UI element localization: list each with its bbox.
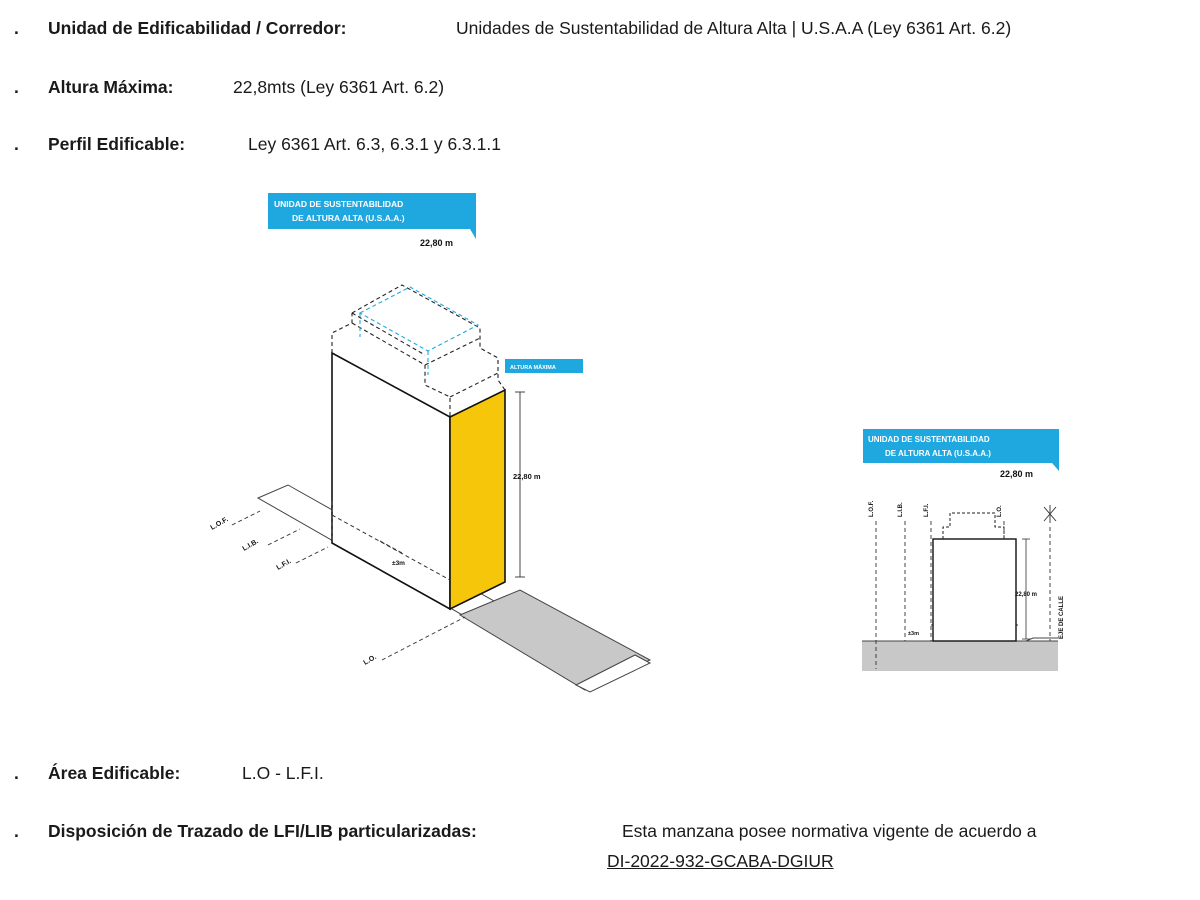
line-label-lfi: L.F.I. bbox=[275, 557, 293, 572]
item-label: Perfil Edificable: bbox=[48, 134, 186, 154]
item-label: Área Edificable: bbox=[48, 763, 181, 783]
ground-section bbox=[862, 641, 1058, 671]
section-label-lo: L.O. bbox=[997, 505, 1003, 517]
small-dimension-label: ±3m bbox=[392, 560, 405, 567]
item-label: Altura Máxima: bbox=[48, 77, 174, 97]
item-value: L.O - L.F.I. bbox=[242, 763, 324, 783]
normativa-link[interactable]: DI-2022-932-GCABA-DGIUR bbox=[607, 851, 834, 871]
street-axis-mark bbox=[1044, 505, 1056, 523]
item-value: 22,8mts (Ley 6361 Art. 6.2) bbox=[233, 77, 445, 97]
usaa-tag bbox=[268, 193, 476, 248]
usaa-tag-section-line2: DE ALTURA ALTA (U.S.A.A.) bbox=[885, 449, 991, 458]
bullet: . bbox=[14, 821, 19, 841]
usaa-tag-section-height: 22,80 m bbox=[1000, 469, 1034, 479]
item-label: Unidad de Edificabilidad / Corredor: bbox=[48, 18, 347, 38]
item-value: Unidades de Sustentabilidad de Altura Alta | U.S.A.A (Ley 6361 Art. 6.2) bbox=[456, 18, 1012, 38]
usaa-tag-section bbox=[863, 429, 1059, 479]
height-dimension-section-label: 22,80 m bbox=[1015, 592, 1038, 598]
line-label-lib: L.I.B. bbox=[241, 538, 260, 553]
line-label-lof: L.O.F. bbox=[209, 516, 230, 532]
usaa-tag-line1: UNIDAD DE SUSTENTABILIDAD bbox=[274, 199, 404, 209]
usaa-tag-line2: DE ALTURA ALTA (U.S.A.A.) bbox=[292, 213, 405, 223]
item-label: Disposición de Trazado de LFI/LIB particularizadas: bbox=[48, 821, 477, 841]
building-front-facade bbox=[450, 390, 505, 609]
item-value: Ley 6361 Art. 6.3, 6.3.1 y 6.3.1.1 bbox=[248, 134, 501, 154]
bullet: . bbox=[14, 77, 19, 97]
altura-maxima-tag-text: ALTURA MÁXIMA bbox=[510, 365, 556, 371]
bullet: . bbox=[14, 763, 19, 783]
building-section bbox=[933, 539, 1016, 641]
section-label-lfi: L.F.I. bbox=[924, 503, 930, 517]
section-label-lof: L.O.F. bbox=[869, 500, 875, 517]
usaa-tag-height: 22,80 m bbox=[420, 238, 454, 248]
line-label-lo: L.O. bbox=[362, 653, 378, 667]
bullet: . bbox=[14, 18, 19, 38]
height-dimension bbox=[515, 392, 525, 577]
small-dimension-section-label: ±3m bbox=[908, 631, 919, 637]
upper-steps-section bbox=[943, 513, 1004, 539]
bullet: . bbox=[14, 134, 19, 154]
section-diagram bbox=[858, 425, 1068, 675]
item-value: Esta manzana posee normativa vigente de acuerdo a bbox=[622, 821, 1037, 841]
section-label-lib: L.I.B. bbox=[898, 502, 904, 517]
street-axis-label: EJE DE CALLE bbox=[1059, 595, 1065, 639]
height-dimension-label: 22,80 m bbox=[513, 472, 541, 481]
altura-maxima-tag bbox=[505, 359, 583, 373]
isometric-diagram bbox=[180, 185, 660, 700]
usaa-tag-section-line1: UNIDAD DE SUSTENTABILIDAD bbox=[868, 435, 990, 444]
height-dimension-section bbox=[1022, 539, 1030, 639]
